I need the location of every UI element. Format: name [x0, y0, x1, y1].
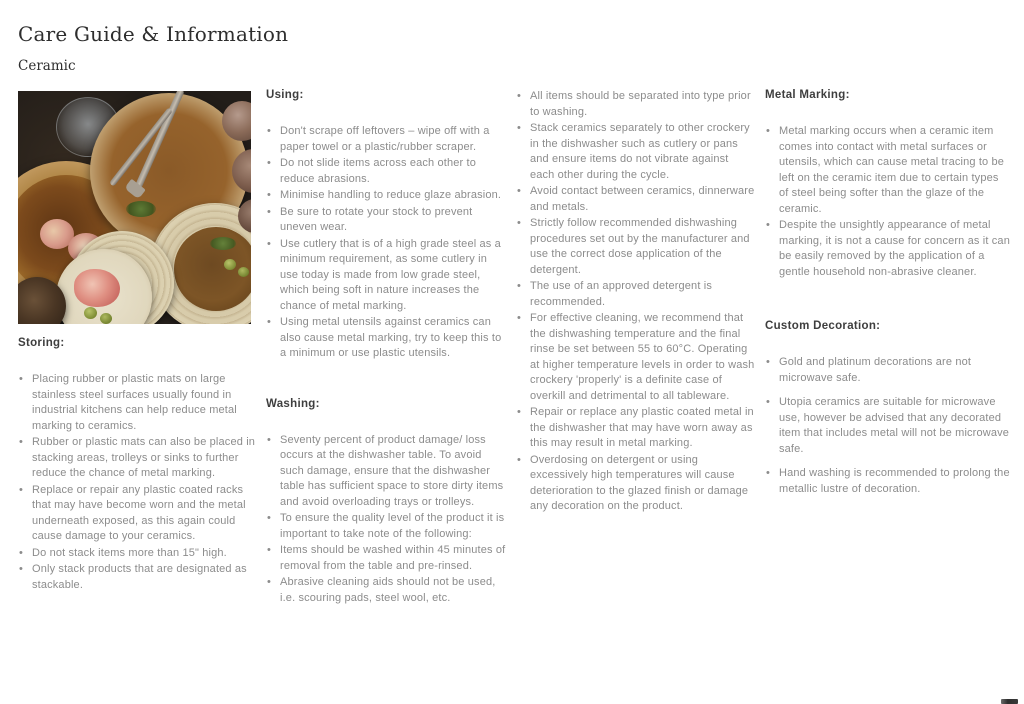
- list-item: • Placing rubber or plastic mats on large stainless steel surfaces usually found in industrial kitchens can help reduce metal marking to ceramics.: [18, 372, 256, 434]
- olive-shape: [238, 267, 249, 277]
- list-item: • Don't scrape off leftovers – wipe off with a paper towel or a plastic/rubber scraper.: [266, 124, 507, 155]
- list-item: • Seventy percent of product damage/ loss occurs at the dishwasher table. To avoid such damage, ensure that the dishwasher table has sufficient space to store dirty items and avoid overloading trays or trolleys.: [266, 433, 507, 511]
- list-item: • To ensure the quality level of the product it is important to take note of the following:: [266, 511, 507, 542]
- list-item: • Do not slide items across each other to reduce abrasions.: [266, 156, 507, 187]
- list-item: • Repair or replace any plastic coated metal in the dishwasher that may have worn away as this may result in metal marking.: [516, 405, 756, 452]
- storing-heading: Storing:: [18, 337, 65, 349]
- list-item: • For effective cleaning, we recommend that the dishwashing temperature and the final rinse be set between 55 to 60°C. Operating at higher temperature levels in order to wash crockery 'properly' is a definite case of overkill and detrimental to all tableware.: [516, 311, 756, 404]
- page-number-clipped: [1001, 699, 1018, 704]
- list-item: • Using metal utensils against ceramics can also cause metal marking, try to keep this to a minimum or use plastic utensils.: [266, 315, 507, 362]
- using-heading: Using:: [266, 89, 304, 101]
- olive-shape: [84, 307, 97, 319]
- custom-decoration-heading: Custom Decoration:: [765, 320, 881, 332]
- list-item: • Gold and platinum decorations are not microwave safe.: [765, 355, 1011, 386]
- list-item: • Minimise handling to reduce glaze abrasion.: [266, 188, 507, 204]
- section-custom-decoration: [765, 320, 1011, 497]
- list-item: • Metal marking occurs when a ceramic item comes into contact with metal surfaces or utensils, which can cause metal tracing to be left on the ceramic item due to certain types of steel being softer than the glaze of the ceramic.: [765, 124, 1011, 217]
- list-item: • Be sure to rotate your stock to prevent uneven wear.: [266, 205, 507, 236]
- page-title: Care Guide & Information: [18, 22, 289, 46]
- page-subtitle: Ceramic: [18, 58, 76, 74]
- washing-heading: Washing:: [266, 397, 320, 410]
- list-item: • Utopia ceramics are suitable for microwave use, however be advised that any decorated item that includes metal will not be microwave safe.: [765, 395, 1011, 457]
- list-item: • Abrasive cleaning aids should not be used, i.e. scouring pads, steel wool, etc.: [266, 575, 507, 606]
- section-washing-continued: [516, 89, 756, 515]
- list-item: • The use of an approved detergent is recommended.: [516, 279, 756, 310]
- list-item: • Overdosing on detergent or using excessively high temperatures will cause deterioration to the glazed finish or damage any decoration on the product.: [516, 453, 756, 515]
- list-item: • Avoid contact between ceramics, dinnerware and metals.: [516, 184, 756, 215]
- metal-marking-bullet-list: [765, 124, 1011, 280]
- section-metal-marking: [765, 89, 1011, 280]
- column-using-washing: [266, 89, 507, 607]
- section-using: [266, 89, 507, 362]
- column-washing-continued: [516, 89, 756, 516]
- column-storing: [18, 337, 256, 594]
- olive-shape: [224, 259, 236, 270]
- list-item: • Stack ceramics separately to other crockery in the dishwasher such as cutlery or pans and ensure items do not vibrate against each other during the cycle.: [516, 121, 756, 183]
- list-item: • Rubber or plastic mats can also be placed in stacking areas, trolleys or sinks to further reduce the chance of metal marking.: [18, 435, 256, 482]
- parsley-garnish-shape: [126, 201, 156, 217]
- section-storing: [18, 337, 256, 593]
- prosciutto-shape: [74, 269, 120, 307]
- washing-continued-bullet-list: [516, 89, 756, 515]
- list-item: • Do not stack items more than 15" high.: [18, 546, 256, 562]
- list-item: • Items should be washed within 45 minutes of removal from the table and pre-rinsed.: [266, 543, 507, 574]
- ceramic-tableware-photo: [18, 91, 251, 324]
- metal-marking-heading: Metal Marking:: [765, 89, 850, 101]
- list-item: • Replace or repair any plastic coated racks that may have become worn and the metal underneath exposed, as this again could cause damage to your ceramics.: [18, 483, 256, 545]
- olive-shape: [100, 313, 112, 324]
- list-item: • Hand washing is recommended to prolong the metallic lustre of decoration.: [765, 466, 1011, 497]
- list-item: • Despite the unsightly appearance of metal marking, it is not a cause for concern as it can be easily removed by the application of a gentle household non-abrasive cleaner.: [765, 218, 1011, 280]
- column-metal-custom: [765, 89, 1011, 506]
- using-bullet-list: [266, 124, 507, 362]
- custom-decoration-bullet-list: [765, 355, 1011, 497]
- list-item: • Only stack products that are designated as stackable.: [18, 562, 256, 593]
- list-item: • Strictly follow recommended dishwashing procedures set out by the manufacturer and use the correct dose application of the detergent.: [516, 216, 756, 278]
- list-item: • Use cutlery that is of a high grade steel as a minimum requirement, as some cutlery in use today is made from low grade steel, which being soft in nature increases the chance of metal marking.: [266, 237, 507, 315]
- list-item: • All items should be separated into type prior to washing.: [516, 89, 756, 120]
- herb-garnish-shape: [210, 237, 236, 250]
- section-washing: [266, 398, 507, 607]
- storing-bullet-list: [18, 372, 256, 593]
- washing-bullet-list: [266, 433, 507, 607]
